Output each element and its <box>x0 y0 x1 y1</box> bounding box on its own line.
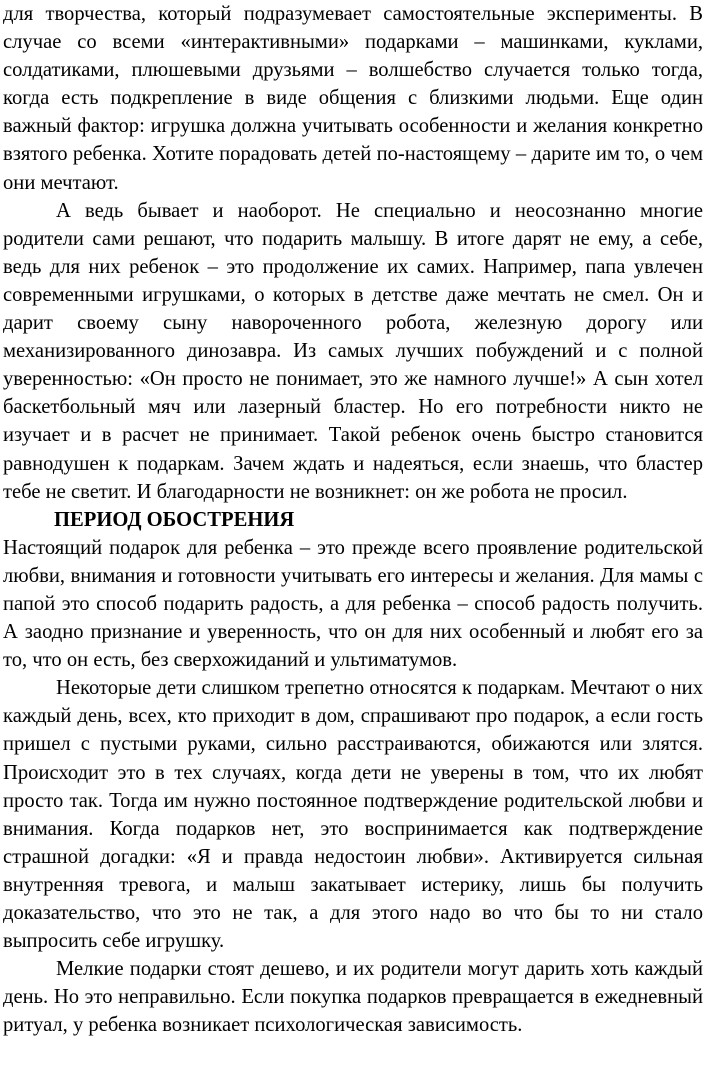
section-heading: ПЕРИОД ОБОСТРЕНИЯ <box>54 508 295 531</box>
paragraph-small-gifts: Мелкие подарки стоят дешево, и их родители могут дарить хоть каждый день. Но это неправильно. Если покупка подарков превращается в ежедневный ритуал, у ребенка возникает психологическая зависимость. <box>3 958 703 1037</box>
paragraph-parents-choice: А ведь бывает и наоборот. Не специально и неосознанно многие родители сами решают, что подарить малышу. В итоге дарят не ему, а себе, ведь для них ребенок – это продолжение их самих. Например, папа увлечен современными игрушками, о которых в детстве даже мечтать не смел. Он и дарит своему сыну навороченного робота, железную дорогу или механизированного динозавра. Из самых лучших побуждений и с полной уверенностью: «Он просто не понимает, это же намного лучше!» А сын хотел баскетбольный мяч или лазерный бластер. Но его потребности никто не изучает и в расчет не принимает. Такой ребенок очень быстро становится равнодушен к подаркам. Зачем ждать и надеяться, если знаешь, что бластер тебе не светит. И благодарности не возникнет: он же робота не просил. <box>3 199 703 503</box>
paragraph-anxious-children: Некоторые дети слишком трепетно относятся к подаркам. Мечтают о них каждый день, всех, кто приходит в дом, спрашивают про подарок, а если гость пришел с пустыми руками, сильно расстраиваются, обижаются или злятся. Происходит это в тех случаях, когда дети не уверены в том, что их любят просто так. Тогда им нужно постоянное подтверждение родительской любви и внимания. Когда подарков нет, это воспринимается как подтверждение страшной догадки: «Я и правда недостоин любви». Активируется сильная внутренняя тревога, и малыш закатывает истерику, лишь бы получить доказательство, что это не так, а для этого надо во что бы то ни стало выпросить себе игрушку. <box>3 677 703 953</box>
document-page <box>3 0 703 1039</box>
paragraph-real-gift: Настоящий подарок для ребенка – это прежде всего проявление родительской любви, внимания и готовности учитывать его интересы и желания. Для мамы с папой это способ подарить радость, а для ребенка – способ радость получить. А заодно признание и уверенность, что он для них особенный и любят его за то, что он есть, без сверхожиданий и ультиматумов. <box>3 536 703 672</box>
paragraph-continued: для творчества, который подразумевает самостоятельные эксперименты. В случае со всеми «интерактивными» подарками – машинками, куклами, солдатиками, плюшевыми друзьями – волшебство случается только тогда, когда есть подкрепление в виде общения с близкими людьми. Еще один важный фактор: игрушка должна учитывать особенности и желания конкретно взятого ребенка. Хотите порадовать детей по-настоящему – дарите им то, о чем они мечтают. <box>3 3 703 194</box>
